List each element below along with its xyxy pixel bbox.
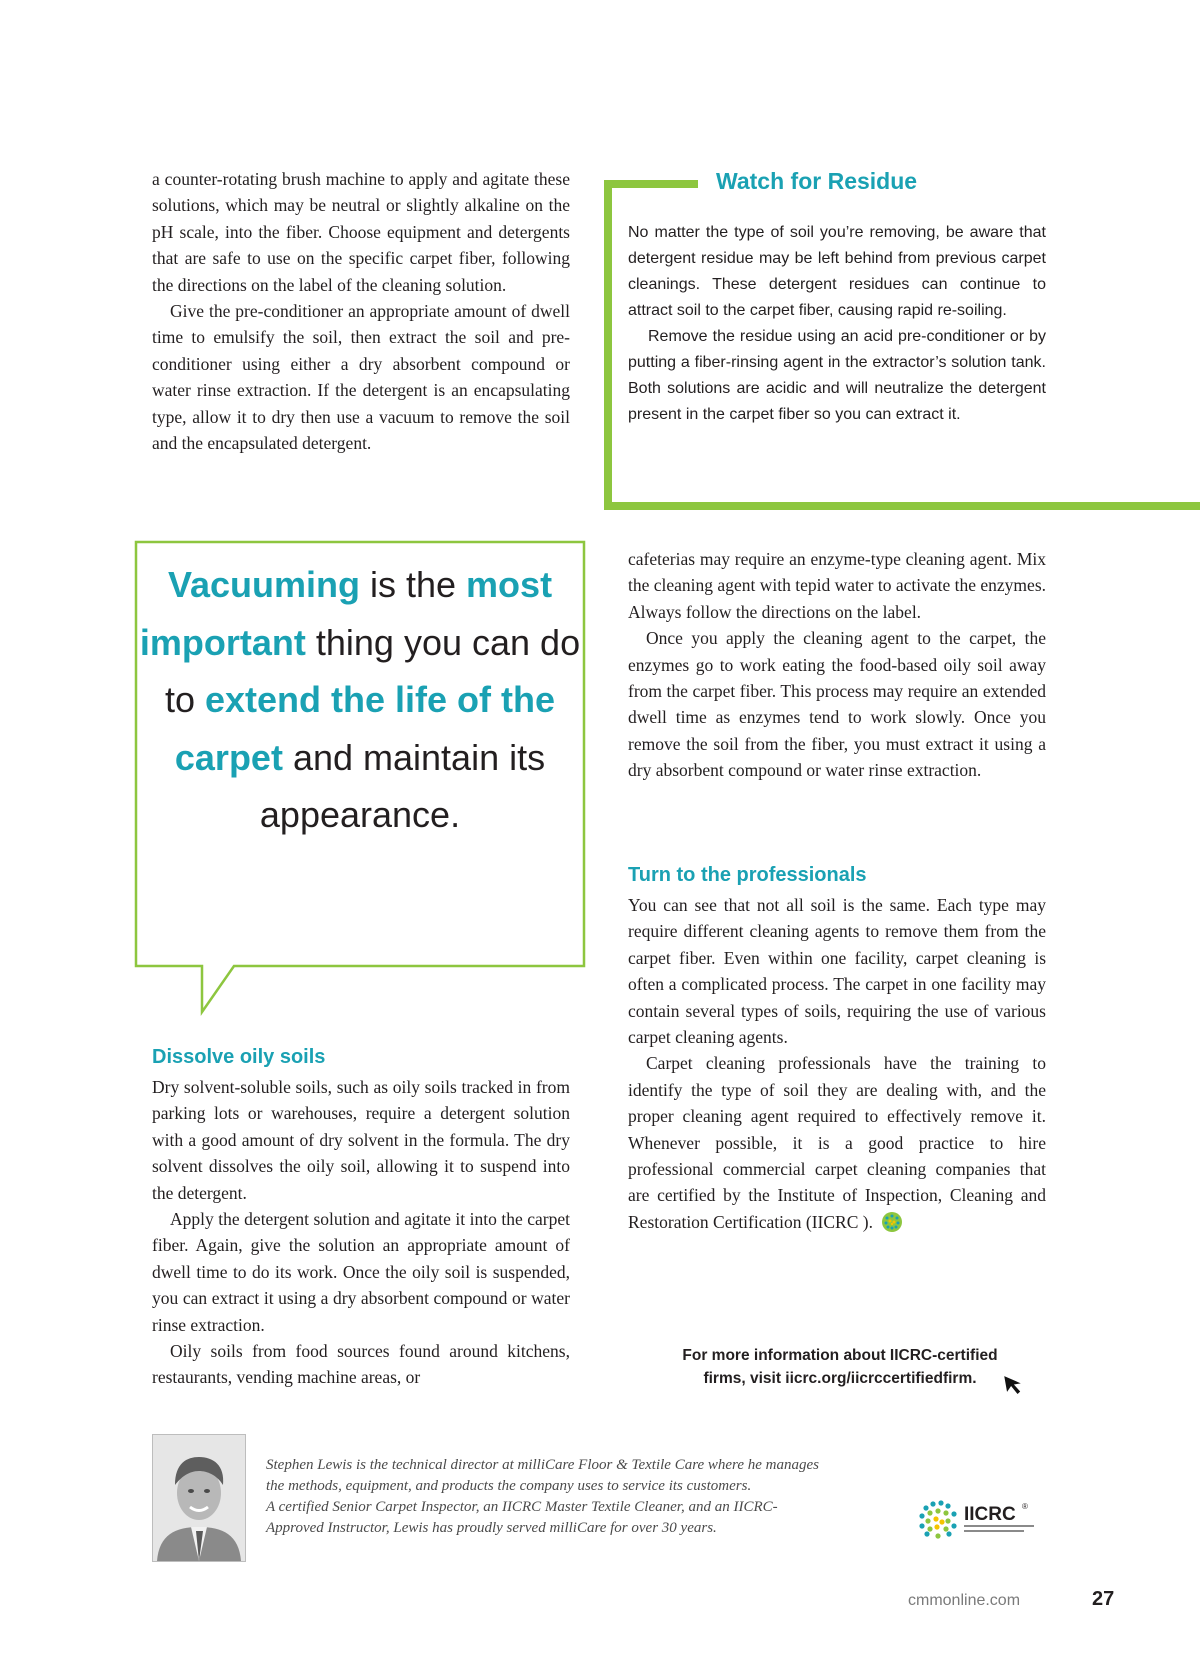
logo-wordmark: IICRC [964,1504,1016,1525]
left-top-text [152,166,570,456]
logo-registered-mark: ® [1022,1502,1028,1511]
cursor-arrow-icon [1004,1372,1030,1398]
paragraph: Dry solvent-soluble soils, such as oily soils tracked in from parking lots or warehouses, require a detergent solution with a good amount of dry solvent in the formula. The dry solvent dissolves the oily soil, allowing it to suspend into the detergent. [152,1077,570,1203]
paragraph: cafeterias may require an enzyme-type cleaning agent. Mix the cleaning agent with tepid water to activate the enzymes. Always follow the directions on the label. [628,549,1046,622]
author-bio-line: the methods, equipment, and products the company uses to service its customers. [266,1478,752,1494]
sidebar-text [628,220,1046,428]
author-photo [152,1434,246,1562]
paragraph: You can see that not all soil is the same. Each type may require different cleaning agents to remove them from the carpet fiber. Even within one facility, carpet cleaning is often a complicated process. The carpet in one facility may contain several types of soils, requiring the use of various carpet cleaning agents. [628,895,1046,1048]
paragraph-text: Carpet cleaning professionals have the training to identify the type of soil they are dealing with, and the proper cleaning agent required to effectively remove it. Whenever possible, it is a good practice to hire professional commercial carpet cleaning companies that are certified by the Institute of Inspection, Cleaning and Restoration Certification (IICRC ). [628,1053,1046,1232]
paragraph: Once you apply the cleaning agent to the carpet, the enzymes go to work eating the food-based oily soil away from the carpet fiber. This process may require an extended dwell time as enzymes tend to work slowly. Once you remove the soil from the fiber, you must extract it using a dry absorbent compound or water rinse extraction. [628,628,1046,781]
author-bio [266,1455,926,1539]
section-heading-dissolve: Dissolve oily soils [152,1046,326,1068]
right-mid-text [628,546,1046,784]
professionals-text [628,892,1046,1235]
page-number: 27 [1092,1588,1115,1610]
paragraph [628,1050,1046,1235]
pullquote-highlight: Vacuuming [167,564,360,605]
sidebar-title: Watch for Residue [716,168,918,194]
paragraph: Apply the detergent solution and agitate it into the carpet fiber. Again, give the solution an appropriate amount of dwell time to do its work. Once the oily soil is suspended, you can extract it using a dry absorbent compound or water rinse extraction. [152,1209,570,1335]
pullquote-text: is the [359,564,467,605]
section-heading-professionals: Turn to the professionals [628,864,867,886]
dissolve-text [152,1074,570,1391]
author-bio-line: A certified Senior Carpet Inspector, an IICRC Master Textile Cleaner, and an IICRC- [266,1499,778,1515]
iicrc-logo [916,1496,1040,1548]
sidebar-top-rule [604,180,698,188]
paragraph: No matter the type of soil you’re removing, be aware that detergent residue may be left behind from previous carpet cleanings. These detergent residues can continue to attract soil to the carpet fiber, causing rapid re-soiling. [628,224,1046,319]
author-bio-line: Approved Instructor, Lewis has proudly served milliCare for over 30 years. [266,1520,717,1536]
footer-site: cmmonline.com [908,1592,1021,1609]
iicrc-globe-icon [881,1211,903,1233]
author-bio-line: Stephen Lewis is the technical director at milliCare Floor & Textile Care where he manages [266,1457,819,1473]
info-line: firms, visit iicrc.org/iicrccertifiedfirm. [703,1370,977,1387]
info-callout [640,1344,1040,1390]
paragraph: Give the pre-conditioner an appropriate amount of dwell time to emulsify the soil, then extract the soil and pre-conditioner using either a dry absorbent compound or water rinse extraction. If the detergent is an encapsulating type, allow it to dry then use a vacuum to remove the soil and the encapsulated detergent. [152,301,570,454]
pullquote-text: and maintain its appearance. [259,736,546,835]
paragraph: a counter-rotating brush machine to apply and agitate these solutions, which may be neutral or slightly alkaline on the pH scale, into the fiber. Choose equipment and detergents that are safe to use on the specific carpet fiber, following the directions on the label of the cleaning solution. [152,169,570,295]
pullquote-highlight: extend the life of the carpet [174,679,556,778]
pullquote-text: thing you can do to [164,621,581,720]
info-line: For more information about IICRC-certified [682,1347,998,1364]
pullquote-highlight: most important [139,564,553,663]
pullquote [138,556,582,844]
paragraph: Oily soils from food sources found around kitchens, restaurants, vending machine areas, or [152,1341,570,1388]
paragraph: Remove the residue using an acid pre-conditioner or by putting a fiber-rinsing agent in the extractor’s solution tank. Both solutions are acidic and will neutralize the detergent present in the carpet fiber so you can extract it. [628,328,1046,423]
